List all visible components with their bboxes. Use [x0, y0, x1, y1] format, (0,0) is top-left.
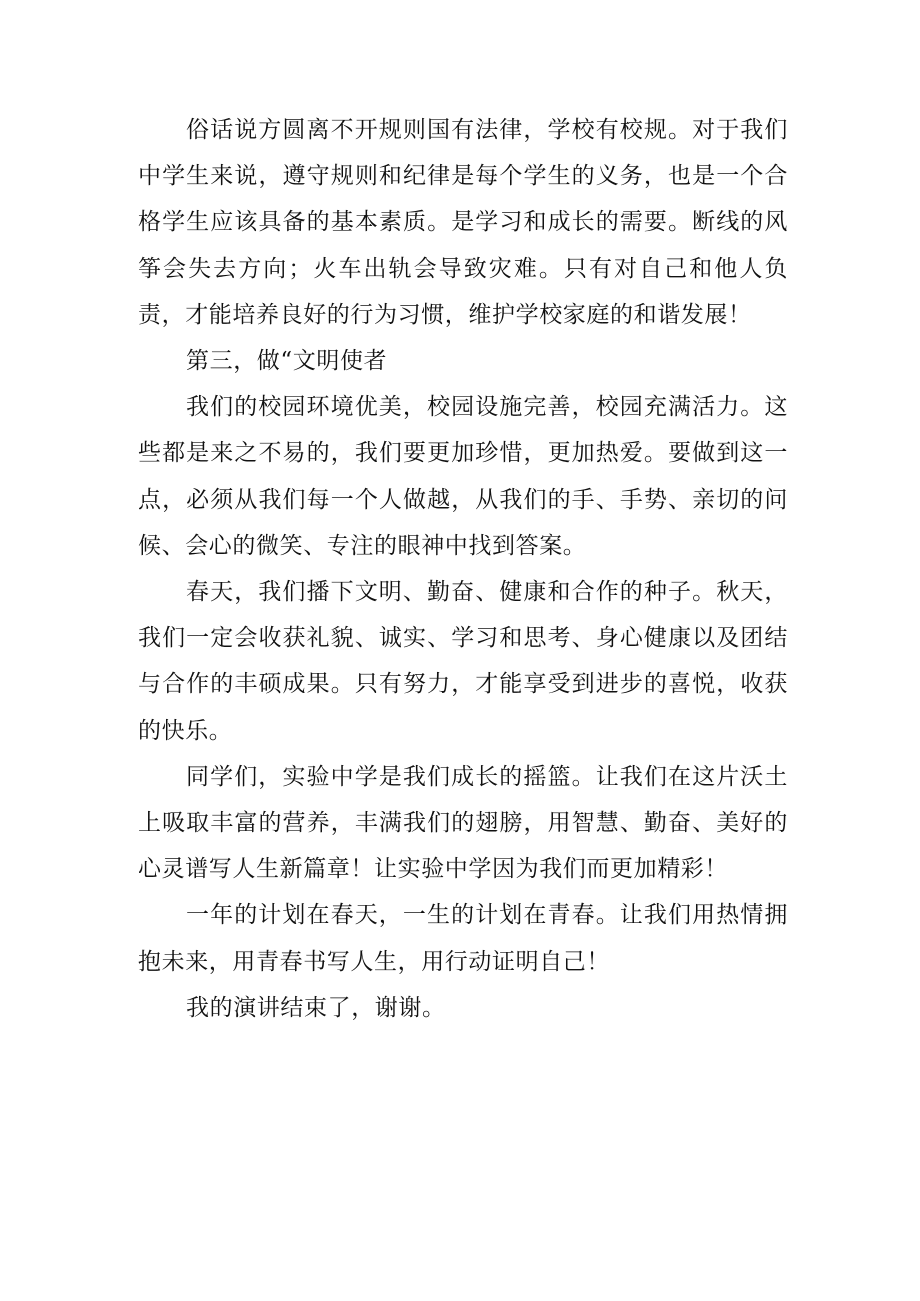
paragraph-campus: 我们的校园环境优美，校园设施完善，校园充满活力。这些都是来之不易的，我们要更加珍惜，更加热爱。要做到这一点，必须从我们每一个人做越，从我们的手、手势、亲切的问候、会心的微笑、专注的眼神中找到答案。 — [138, 394, 788, 559]
paragraph-spring: 春天，我们播下文明、勤奋、健康和合作的种子。秋天，我们一定会收获礼貌、诚实、学习和思考、身心健康以及团结与合作的丰硕成果。只有努力，才能享受到进步的喜悦，收获的快乐。 — [138, 579, 788, 744]
paragraph-rules: 俗话说方圆离不开规则国有法律，学校有校规。对于我们中学生来说，遵守规则和纪律是每个学生的义务，也是一个合格学生应该具备的基本素质。是学习和成长的需要。断线的风筝会失去方向；火车出轨会导致灾难。只有对自己和他人负责，才能培养良好的行为习惯，维护学校家庭的和谐发展！ — [138, 117, 788, 328]
paragraph-classmates: 同学们，实验中学是我们成长的摇篮。让我们在这片沃土上吸取丰富的营养，丰满我们的翅膀，用智慧、勤奋、美好的心灵谱写人生新篇章！让实验中学因为我们而更加精彩！ — [138, 763, 788, 883]
paragraph-plan: 一年的计划在春天，一生的计划在青春。让我们用热情拥抱未来，用青春书写人生，用行动证明自己！ — [138, 902, 788, 975]
paragraph-closing: 我的演讲结束了，谢谢。 — [186, 994, 446, 1021]
section-heading-third: 第三，做“文明使者 — [186, 348, 388, 375]
document-body — [138, 107, 788, 1031]
